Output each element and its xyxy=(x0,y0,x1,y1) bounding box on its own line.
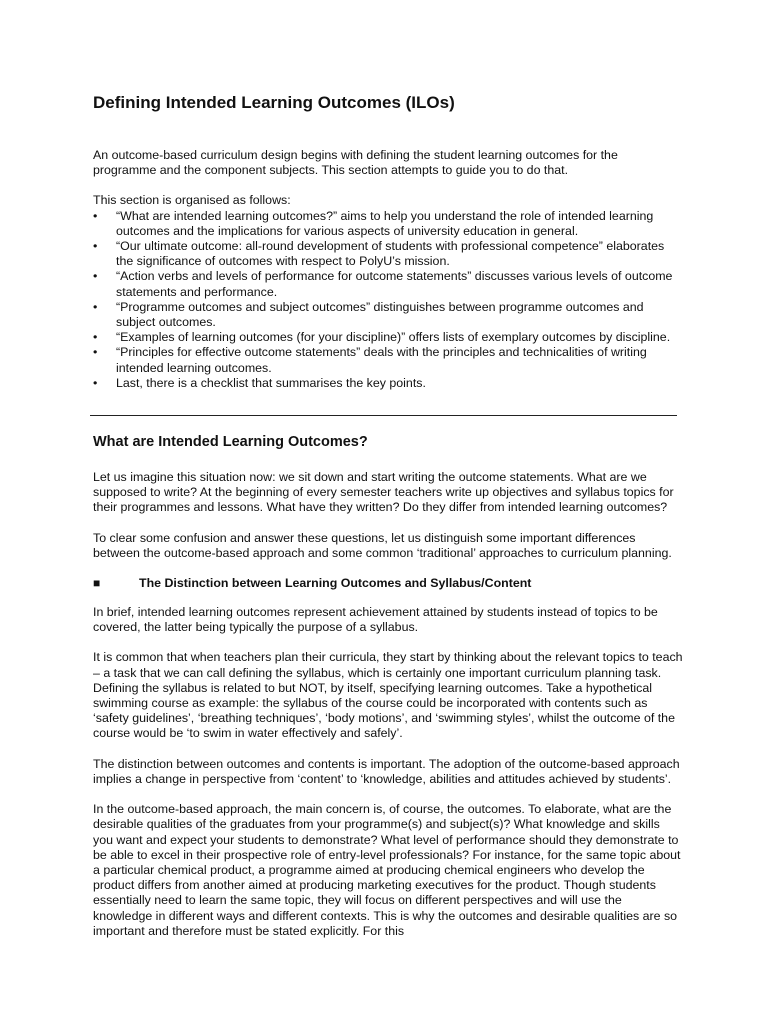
bullet-icon: • xyxy=(93,330,98,345)
subheading-text: The Distinction between Learning Outcomes and Syllabus/Content xyxy=(139,576,532,591)
list-item: • “What are intended learning outcomes?” aims to help you understand the role of intended learning outcomes and the implications for various aspects of university education in general. xyxy=(93,208,654,238)
paragraph: The distinction between outcomes and contents is important. The adoption of the outcome-based approach implies a change in perspective from ‘content’ to ‘knowledge, abilities and attitudes achieved by students’. xyxy=(93,756,680,786)
bullet-icon: • xyxy=(93,208,98,223)
bullet-icon: • xyxy=(93,239,98,254)
bullet-icon: • xyxy=(93,269,98,284)
section-divider xyxy=(90,415,677,416)
list-item: • “Action verbs and levels of performance for outcome statements” discusses various levels of outcome statements and performance. xyxy=(93,269,673,299)
section-heading: What are Intended Learning Outcomes? xyxy=(93,434,368,451)
subheading xyxy=(93,576,683,591)
bullet-icon: • xyxy=(93,345,98,360)
page-title: Defining Intended Learning Outcomes (ILOs) xyxy=(93,93,455,112)
square-bullet-icon: ■ xyxy=(93,576,101,591)
document-content xyxy=(93,92,683,954)
paragraph: To clear some confusion and answer these questions, let us distinguish some important differences between the outcome-based approach and some common ‘traditional’ approaches to curriculum planning. xyxy=(93,530,672,560)
paragraph: It is common that when teachers plan their curricula, they start by thinking about the relevant topics to teach – a task that we can call defining the syllabus, which is certainly one important curriculum planning task. Defining the syllabus is related to but NOT, by itself, specifying learning outcomes. Take a hypothetical swimming course as example: the syllabus of the course could be incorporated with contents such as ‘safety guidelines’, ‘breathing techniques’, ‘body motions’, and ‘swimming styles’, whilst the outcome of the course would be ‘to swim in water effectively and safely’. xyxy=(93,650,683,741)
list-item: • “Examples of learning outcomes (for your discipline)” offers lists of exemplary outcomes by discipline. xyxy=(93,330,671,345)
list-item: • “Principles for effective outcome statements” deals with the principles and technicalities of writing intended learning outcomes. xyxy=(93,345,647,375)
bullet-icon: • xyxy=(93,375,98,390)
intro-paragraph: An outcome-based curriculum design begins with defining the student learning outcomes for the programme and the component subjects. This section attempts to guide you to do that. xyxy=(93,148,618,178)
list-item: • “Programme outcomes and subject outcomes” distinguishes between programme outcomes and subject outcomes. xyxy=(93,299,644,330)
organised-label: This section is organised as follows: xyxy=(93,193,291,208)
list-item: • Last, there is a checklist that summarises the key points. xyxy=(93,375,426,390)
paragraph: In the outcome-based approach, the main concern is, of course, the outcomes. To elaborate, what are the desirable qualities of the graduates from your programme(s) and subject(s)? What knowledge and skills you want and expect your students to demonstrate? What level of performance should they demonstrate to be able to excel in their prospective role of entry-level professionals? For instance, for the same topic about a particular chemical product, a programme aimed at producing chemical engineers who develop the product differs from another aimed at producing marketing executives for the product. Though students essentially need to learn the same topic, they will focus on different perspectives and will use the knowledge in different ways and different contexts. This is why the outcomes and desirable qualities are so important and therefore must be stated explicitly. For this xyxy=(93,802,681,938)
paragraph: Let us imagine this situation now: we sit down and start writing the outcome statements. What are we supposed to write? At the beginning of every semester teachers write up objectives and syllabus topics for their programmes and lessons. What have they written? Do they differ from intended learning outcomes? xyxy=(93,470,674,515)
section-list xyxy=(93,209,683,391)
list-item: • “Our ultimate outcome: all-round development of students with professional competence” elaborates the significance of outcomes with respect to PolyU’s mission. xyxy=(93,239,665,269)
bullet-icon: • xyxy=(93,299,98,314)
paragraph: In brief, intended learning outcomes represent achievement attained by students instead of topics to be covered, the latter being typically the purpose of a syllabus. xyxy=(93,605,658,635)
